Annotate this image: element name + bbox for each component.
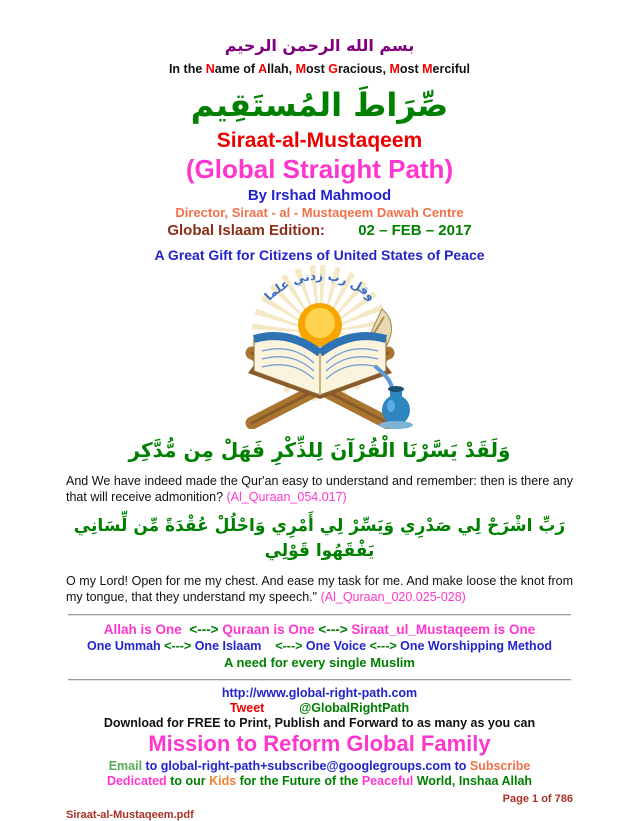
slogan-line-unity: One Ummah <---> One Islaam <---> One Voice <---> One Worshipping Method (87, 639, 552, 654)
tweet-line[interactable]: Tweet @GlobalRightPath (229, 701, 410, 716)
page-number: Page 1 of 786 (502, 793, 573, 806)
download-line: Download for FREE to Print, Publish and Forward to as many as you can (103, 716, 536, 731)
edition-line: Global Islaam Edition: 02 – FEB – 2017 (167, 222, 472, 240)
quran-book-illustration (200, 271, 440, 429)
section-divider-top (68, 614, 571, 616)
gift-line: A Great Gift for Citizens of United States of Peace (154, 247, 485, 264)
calligraphy-arc-text: وقل رب زدني علما (261, 271, 378, 304)
quran-artwork (200, 271, 440, 429)
slogan-line-need: A need for every single Muslim (224, 655, 415, 671)
author-line: By Irshad Mahmood (247, 187, 392, 205)
bismillah-arabic: بسم الله الرحمن الرحيم (224, 36, 415, 55)
email-subscribe-line[interactable]: Email to global-right-path+subscribe@googlegroups.com to Subscribe (108, 759, 531, 774)
website-link[interactable]: http://www.global-right-path.com (221, 686, 418, 701)
verse-1-arabic: وَلَقَدْ يَسَّرْنَا الْقُرْآنَ لِلذِّكْرِ فَهَلْ مِن مُّدَّكِر (128, 438, 511, 463)
document-filename: Siraat-al-Mustaqeem.pdf (66, 809, 194, 821)
slogan-line-oneness: Allah is One <---> Quraan is One <---> Siraat_ul_Mustaqeem is One (103, 622, 536, 638)
main-title-arabic: صِّرَاطَ المُستَقِيم (190, 86, 449, 124)
author-role-line: Director, Siraat - al - Mustaqeem Dawah Centre (175, 205, 464, 221)
verse-1-translation: And We have indeed made the Qur'an easy to understand and remember: then is there any that will receive admonition? (Al_Quraan_054.017) (66, 474, 577, 505)
subtitle-english: (Global Straight Path) (185, 154, 454, 185)
verse-2-translation: O my Lord! Open for me my chest. And ease my task for me. And make loose the knot from my tongue, that they understand my speech." (Al_Quraan_020.025-028) (66, 573, 577, 604)
section-divider-bottom (68, 679, 571, 681)
verse-2-arabic: رَبِّ اشْرَحْ لِي صَدْرِي وَيَسِّرْ لِي أَمْرِي وَاحْلُلْ عُقْدَةً مِّن لِّسَانِي يَفْقَهُوا قَوْلِي (67, 515, 566, 562)
mission-line: Mission to Reform Global Family (148, 731, 491, 757)
bismillah-translation: In the Name of Allah, Most Gracious, Most Merciful (168, 62, 471, 76)
main-title-english: Siraat-al-Mustaqeem (216, 129, 423, 153)
dedication-line: Dedicated to our Kids for the Future of the Peaceful World, Inshaa Allah (106, 774, 533, 789)
